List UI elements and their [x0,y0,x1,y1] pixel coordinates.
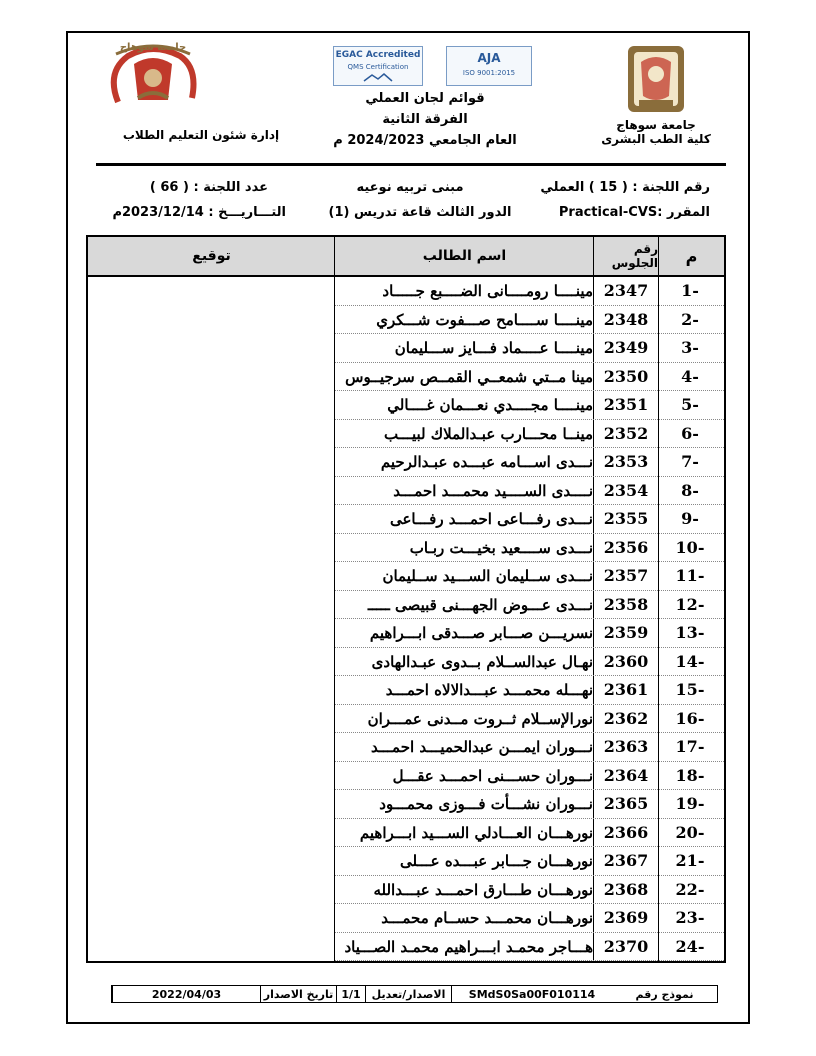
signature-cell[interactable] [88,819,334,847]
header-serial: م [685,246,698,266]
signature-cell[interactable] [88,933,334,961]
footer-issue-date: 2022/04/03 [112,986,260,1002]
footer-edition-label: الاصدار/تعديل [365,986,451,1002]
seat-number: 2370 [603,936,649,956]
header-student-name: اسم الطالب [422,248,507,264]
table-row [88,334,724,363]
seat-number: 2349 [603,338,649,357]
footer-edition-value: 1/1 [336,986,365,1002]
serial-number: -4 [681,366,699,386]
table-row [88,705,724,734]
student-name: نهـال عبدالســلام بــدوى عبـدالهادى [371,652,593,671]
seat-number: 2352 [603,423,649,443]
university-name: جامعة سوهاج [616,118,696,132]
signature-cell[interactable] [88,391,334,419]
signature-cell[interactable] [88,676,334,704]
signature-cell[interactable] [88,334,334,362]
student-name: نورالإســلام ثــروت مــدنى عمـــران [367,709,593,728]
student-name: نهـــله محمـــد عبـــدالالاه احمـــد [385,681,593,699]
signature-cell[interactable] [88,477,334,505]
table-row [88,277,724,306]
seat-number: 2361 [603,680,649,699]
aja-certification-logo: AJA ISO 9001:2015 [446,46,532,86]
student-name: مينــــا مجــــدي نعـــمان غــــالي [387,396,593,414]
egac-certification-logo: EGAC Accredited QMS Certification [333,46,423,86]
signature-cell[interactable] [88,505,334,533]
seat-number: 2351 [603,395,649,414]
serial-number: -11 [675,566,705,585]
seat-number: 2368 [603,879,649,899]
student-name: نـــدى رفـــاعى احمـــد رفـــاعى [389,510,593,528]
seat-number: 2347 [603,281,649,300]
seat-number: 2367 [603,851,649,870]
table-row [88,477,724,506]
serial-number: -13 [675,623,705,642]
serial-number: -3 [681,338,699,357]
document-footer [111,985,718,1003]
serial-number: -18 [675,765,705,785]
seat-number: 2364 [603,765,649,785]
seat-number: 2356 [603,537,649,557]
student-name: نورهـــان جـــابر عبـــده عـــلى [400,852,593,870]
serial-number: -22 [675,879,705,899]
table-row [88,876,724,905]
student-name: نـــوران ايمـــن عبدالحميـــد احمـــد [370,738,593,756]
header-seat-number: رقم الجلوس [611,242,658,270]
table-row [88,733,724,762]
seat-number: 2358 [603,594,649,614]
student-name: نـــدى ســليمان الســـيد ســليمان [382,567,593,585]
table-row [88,904,724,933]
seat-number: 2350 [603,366,649,386]
serial-number: -23 [675,908,705,927]
table-header [88,237,724,277]
table-row [88,363,724,392]
table-row [88,790,724,819]
student-name: مينا مــتي شمعــي القمــص سرجيــوس [345,367,593,386]
serial-number: -9 [681,509,699,528]
signature-cell[interactable] [88,534,334,562]
student-name: هـــاجر محمـد ابـــراهيم محمـد الصـــياد [344,937,593,956]
signature-cell[interactable] [88,562,334,590]
table-row [88,676,724,705]
seat-number: 2363 [603,737,649,756]
student-name: نـــدى اســـامه عبـــده عبـدالرحيم [380,453,593,471]
student-name: نورهـــان العـــادلي الســـيد ابـــراهيم [359,823,593,842]
seat-number: 2354 [603,480,649,500]
year-level: الفرقة الثانية [382,112,468,127]
serial-number: -10 [675,537,705,557]
signature-cell[interactable] [88,847,334,875]
serial-number: -5 [681,395,699,414]
table-row [88,619,724,648]
table-row [88,819,724,848]
student-name: مينــــا عــــماد فـــايز ســـليمان [394,339,593,357]
serial-number: -12 [675,594,705,614]
serial-number: -1 [681,281,699,300]
table-row [88,591,724,620]
students-table [86,235,726,963]
serial-number: -16 [675,708,705,728]
table-row [88,562,724,591]
signature-cell[interactable] [88,705,334,733]
signature-cell[interactable] [88,591,334,619]
table-row [88,933,724,962]
student-name: نـــدى عـــوض الجهـــنى قبيصى ـــــ [367,595,593,614]
student-name: مينــا محـــارب عبـدالملاك لبيـــب [384,424,593,443]
serial-number: -19 [675,794,705,813]
seat-number: 2359 [603,623,649,642]
committee-date: التـــاريـــخ : 2023/12/14م [112,205,286,220]
seat-number: 2362 [603,708,649,728]
department-name: إدارة شئون التعليم الطلاب [122,128,280,142]
footer-model-label: نموذج رقم [635,987,694,1001]
serial-number: -7 [681,452,699,471]
footer-model-code: SMdS0Sa00F010114 [451,986,612,1002]
student-name: نــــدى الســــيد محمـــد احمـــد [393,481,593,500]
signature-cell[interactable] [88,420,334,448]
seat-number: 2348 [603,309,649,329]
table-row [88,648,724,677]
signature-cell[interactable] [88,876,334,904]
signature-cell[interactable] [88,648,334,676]
signature-cell[interactable] [88,277,334,305]
signature-cell[interactable] [88,363,334,391]
signature-cell[interactable] [88,306,334,334]
signature-cell[interactable] [88,448,334,476]
faculty-logo [625,44,687,114]
document-title: قوائم لجان العملي [365,91,485,106]
table-row [88,847,724,876]
student-name: نورهـــان محمـــد حســام محمـــد [381,909,593,927]
header-divider [96,163,726,166]
seat-number: 2360 [603,651,649,671]
signature-cell[interactable] [88,733,334,761]
committee-count: عدد اللجنة : ( 66 ) [149,180,268,195]
footer-issue-label: تاريخ الاصدار [260,986,336,1002]
table-row [88,306,724,335]
course-name: المقرر :Practical-CVS [558,205,710,220]
signature-cell[interactable] [88,619,334,647]
table-row [88,505,724,534]
serial-number: -17 [675,737,705,756]
student-name: نورهـــان طـــارق احمـــد عبـــدالله [373,880,593,899]
academic-year: العام الجامعي 2024/2023 م [333,133,517,148]
table-row [88,762,724,791]
student-name: نـــوران حســـنى احمـــد عقـــل [392,766,593,785]
signature-cell[interactable] [88,762,334,790]
student-name: نـــدى ســــعيد بخيـــت ربـاب [409,538,593,557]
seat-number: 2365 [603,794,649,813]
building-name: مبنى تربيه نوعيه [356,180,464,195]
table-row [88,420,724,449]
table-row [88,448,724,477]
header-signature: توقيع [192,248,231,264]
committee-number: رقم اللجنة : ( 15 ) العملي [540,180,710,195]
student-name: نسريـــن صـــابر صـــدقى ابـــراهيم [369,624,593,642]
serial-number: -2 [681,309,699,329]
hall-location: الدور الثالث قاعة تدريس (1) [328,205,512,220]
serial-number: -15 [675,680,705,699]
seat-number: 2357 [603,566,649,585]
faculty-name: كلية الطب البشرى [601,132,711,146]
serial-number: -20 [675,822,705,842]
seat-number: 2353 [603,452,649,471]
student-name: مينــــا ســــامح صـــفوت شـــكري [376,310,593,329]
seat-number: 2369 [603,908,649,927]
signature-cell[interactable] [88,790,334,818]
serial-number: -6 [681,423,699,443]
serial-number: -14 [675,651,705,671]
student-name: نـــوران نشـــأت فـــوزى محمـــود [379,795,593,813]
student-affairs-logo: جامعة سوهاج [98,42,208,114]
serial-number: -21 [675,851,705,870]
table-row [88,391,724,420]
seat-number: 2355 [603,509,649,528]
table-row [88,534,724,563]
signature-cell[interactable] [88,904,334,932]
seat-number: 2366 [603,822,649,842]
serial-number: -24 [675,936,705,956]
student-name: مينــــا رومــــانى الضــــبع جـــــاد [382,282,593,300]
serial-number: -8 [681,480,699,500]
